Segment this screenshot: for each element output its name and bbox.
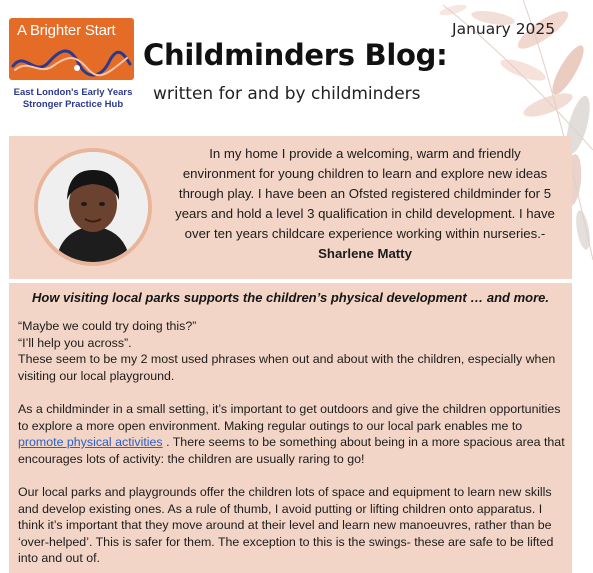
paragraph-2 bbox=[18, 401, 566, 467]
paragraph-3: Our local parks and playgrounds offer the children lots of space and equipment to learn new skills and develop existing ones. As a rule of thumb, I avoid putting or lifting children onto apparatus. I think it’s important that they move around at their level and learn new manoeuvres, rather than be ‘over-helped’. This is safer for them. The exception to this is the swings- these are safe to be lifted into and out of. bbox=[18, 484, 554, 566]
quote-line-1: “Maybe we could try doing this?” bbox=[18, 319, 197, 333]
avatar bbox=[38, 152, 148, 262]
author-photo bbox=[38, 152, 148, 262]
paragraph-2-start: As a childminder in a small setting, it’s important to get outdoors and give the children opportunities to explore a more open environment. Making regular outings to our local park enables me to bbox=[18, 401, 561, 433]
logo-subtitle-line2: Stronger Practice Hub bbox=[22, 99, 124, 110]
quote-line-2: “I’ll help you across”. bbox=[18, 335, 132, 350]
article-panel bbox=[9, 283, 572, 573]
issue-date: January 2025 bbox=[452, 20, 556, 38]
bio-text bbox=[175, 144, 555, 264]
paragraph-2-end: . There seems to be something about being in a more spacious area that encourages lots of activity: the children are usually raring to go! bbox=[18, 435, 565, 466]
bio-body: In my home I provide a welcoming, warm and friendly environment for young children to learn and explore new ideas through play. I have been an Ofsted registered childminder for 5 years and hold a level 3 qualification in child development. I have over ten years childcare experience working within nurseries. bbox=[175, 146, 555, 241]
logo-subtitle-line1: East London's Early Years bbox=[13, 87, 133, 98]
article-heading: How visiting local parks supports the children’s physical development … and more. bbox=[32, 290, 549, 305]
page-title: Childminders Blog: bbox=[143, 38, 448, 72]
bio-separator: - bbox=[540, 226, 546, 241]
article-body bbox=[18, 318, 566, 567]
page-subtitle: written for and by childminders bbox=[153, 84, 421, 104]
author-bio-panel bbox=[9, 136, 572, 279]
logo[interactable] bbox=[9, 18, 134, 80]
paragraph-1: These seem to be my 2 most used phrases when out and about with the children, especially when visiting our local playground. bbox=[18, 352, 556, 383]
promote-physical-activities-link[interactable]: promote physical activities bbox=[18, 435, 163, 450]
squiggle-wave-icon bbox=[9, 44, 134, 80]
logo-title: A Brighter Start bbox=[17, 22, 116, 39]
bio-author: Sharlene Matty bbox=[318, 246, 412, 261]
